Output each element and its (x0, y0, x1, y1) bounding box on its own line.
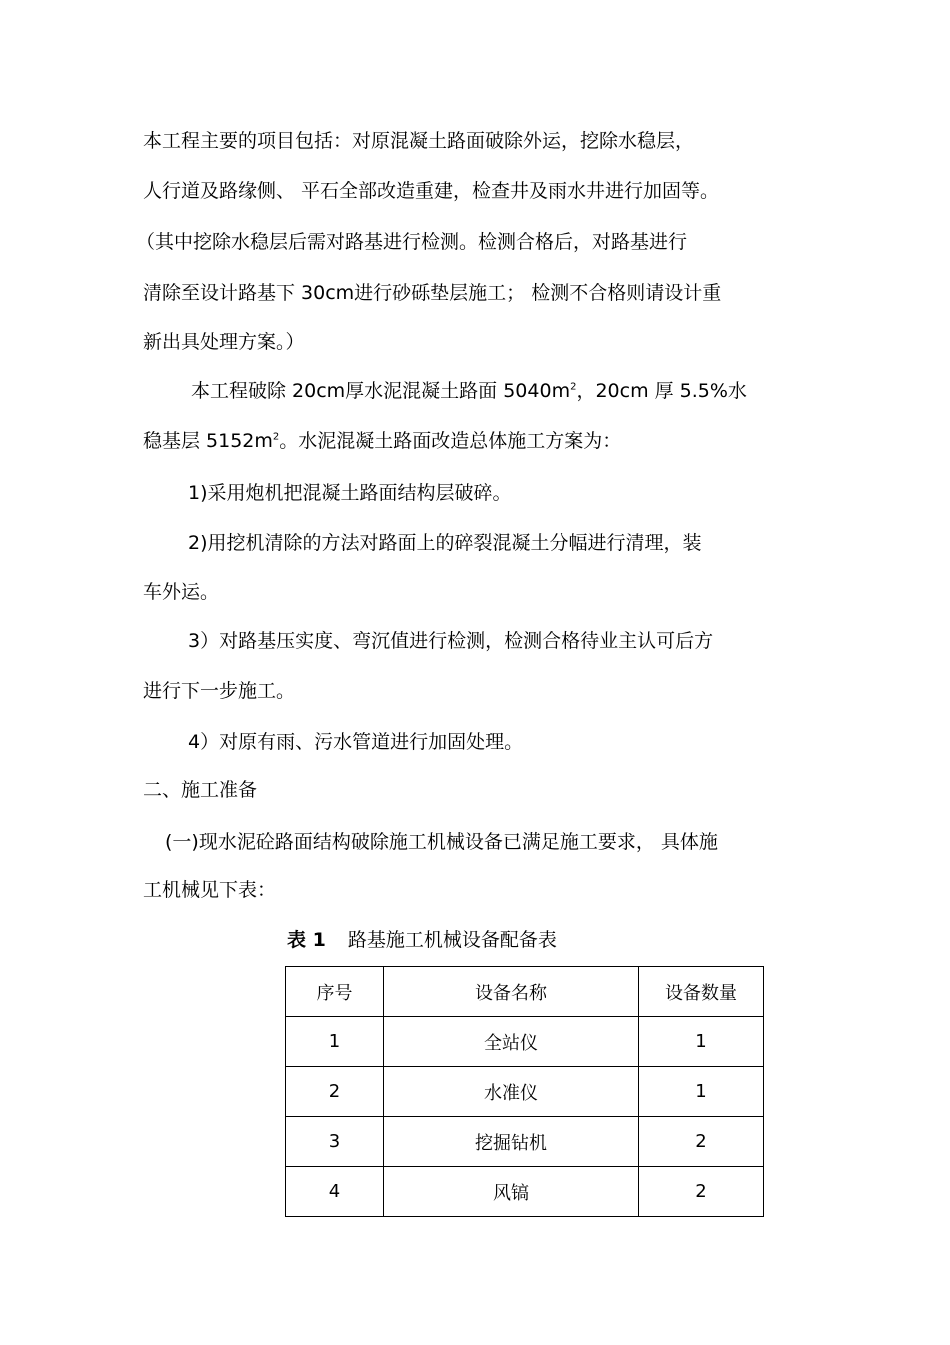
table-cell: 1 (286, 1017, 384, 1067)
superscript: 2 (570, 381, 577, 393)
paragraph-line: 清除至设计路基下 30cm进行砂砾垫层施工； 检测不合格则请设计重 (143, 282, 722, 304)
paragraph-line: 本工程主要的项目包括：对原混凝土路面破除外运，挖除水稳层， (143, 130, 695, 152)
superscript: 2 (272, 431, 280, 443)
column-header: 设备名称 (384, 967, 639, 1017)
column-header: 序号 (286, 967, 384, 1017)
paragraph-line: （其中挖除水稳层后需对路基进行检测。检测合格后，对路基进行 (136, 231, 688, 253)
table-cell: 水准仪 (384, 1067, 639, 1117)
table-cell: 1 (639, 1017, 764, 1067)
column-header: 设备数量 (639, 967, 764, 1017)
list-item: 4）对原有雨、污水管道进行加固处理。 (188, 731, 524, 753)
table-cell: 2 (286, 1067, 384, 1117)
table-caption-title: 路基施工机械设备配备表 (347, 929, 557, 951)
paragraph-line: 进行下一步施工。 (143, 680, 296, 702)
table-cell: 全站仪 (384, 1017, 639, 1067)
table-cell: 1 (639, 1067, 764, 1117)
table-row (286, 1117, 764, 1167)
table-caption-number: 表 1 (287, 929, 326, 951)
table-cell: 4 (286, 1167, 384, 1217)
table-cell: 挖掘钻机 (384, 1117, 639, 1167)
table-caption (287, 928, 557, 952)
paragraph-line (191, 379, 747, 403)
table-header-row (286, 967, 764, 1017)
table-cell: 风镐 (384, 1167, 639, 1217)
list-item: 2)用挖机清除的方法对路面上的碎裂混凝土分幅进行清理，装 (188, 532, 702, 554)
text-run: 本工程破除 20cm厚水泥混凝土路面 5040m (191, 380, 571, 402)
paragraph-line: 人行道及路缘侧、 平石全部改造重建，检查井及雨水井进行加固等。 (143, 180, 720, 202)
table-row (286, 1167, 764, 1217)
equipment-table (285, 966, 764, 1217)
text-run: ，20cm 厚 5.5%水 (576, 380, 747, 402)
paragraph-line: 工机械见下表： (143, 879, 277, 901)
table-cell: 2 (639, 1167, 764, 1217)
list-item: 3）对路基压实度、弯沉值进行检测，检测合格待业主认可后方 (188, 630, 714, 652)
paragraph-line (143, 429, 621, 453)
table-row (286, 1067, 764, 1117)
paragraph-line: 新出具处理方案。） (143, 331, 305, 353)
table-row (286, 1017, 764, 1067)
table-cell: 3 (286, 1117, 384, 1167)
paragraph-line: (一)现水泥砼路面结构破除施工机械设备已满足施工要求， 具体施 (165, 831, 718, 853)
section-heading: 二、施工准备 (143, 779, 258, 801)
table-cell: 2 (639, 1117, 764, 1167)
text-run: 。水泥混凝土路面改造总体施工方案为： (279, 430, 622, 452)
list-item: 1)采用炮机把混凝土路面结构层破碎。 (188, 482, 512, 504)
text-run: 稳基层 5152m (143, 430, 273, 452)
paragraph-line: 车外运。 (143, 581, 220, 603)
